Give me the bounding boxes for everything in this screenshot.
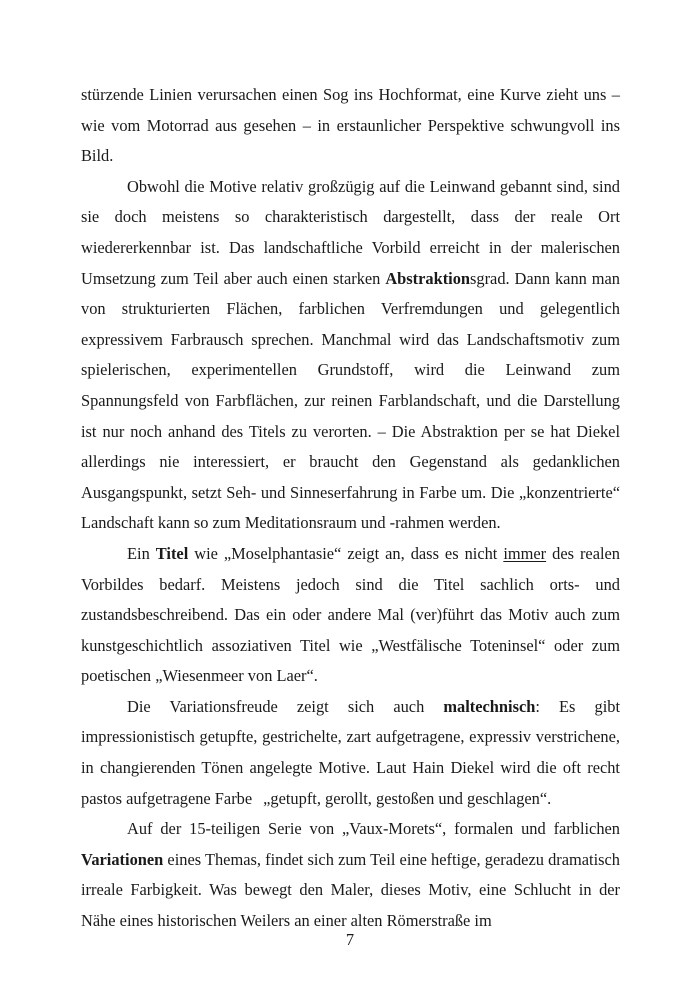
- paragraph-5: Auf der 15-teiligen Serie von „Vaux-Morets“, formalen und farblichen Variationen eines Themas, findet sich zum Teil eine heftige, geradezu dramatisch irreale Farbigkeit. Was bewegt den Maler, dieses Motiv, eine Schlucht in der Nähe eines historischen Weilers an einer alten Römerstraße im: [81, 819, 620, 931]
- body-text-column: [81, 80, 620, 937]
- emphasis-underline: immer: [503, 543, 547, 563]
- paragraph-2: Obwohl die Motive relativ großzügig auf die Leinwand gebannt sind, sind sie doch meistens so charakteristisch dargestellt, dass der reale Ort wiedererkennbar ist. Das landschaftliche Vorbild erreicht in der malerischen Umsetzung zum Teil aber auch einen starken Abstraktionsgrad. Dann kann man von strukturierten Flächen, farblichen Verfremdungen und gelegentlich expressivem Farbrausch sprechen. Manchmal wird das Landschaftsmotiv zum spielerischen, experimentellen Grundstoff, wird die Leinwand zum Spannungsfeld von Farbflächen, zur reinen Farblandschaft, und die Darstellung ist nur noch anhand des Titels zu verorten. – Die Abstraktion per se hat Diekel allerdings nie interessiert, er braucht den Gegenstand als gedanklichen Ausgangspunkt, setzt Seh- und Sinneserfahrung in Farbe um. Die „konzentrierte“ Landschaft kann so zum Meditationsraum und -rahmen werden.: [81, 176, 620, 533]
- wide-space: [252, 784, 263, 815]
- emphasis-bold: maltechnisch: [443, 696, 536, 716]
- paragraph-4: Die Variationsfreude zeigt sich auch maltechnisch: Es gibt impressionistisch getupfte, gestrichelte, zart aufgetragene, expressiv verstrichene, in changierenden Tönen angelegte Motive. Laut Hain Diekel wird die oft recht pastos aufgetragene Farbe „getupft, gerollt, gestoßen und geschlagen“.: [81, 692, 620, 814]
- emphasis-bold: Abstraktion: [385, 268, 471, 288]
- emphasis-bold: Variationen: [81, 849, 164, 869]
- paragraph-3: Ein Titel wie „Moselphantasie“ zeigt an, dass es nicht immer des realen Vorbildes bedarf. Meistens jedoch sind die Titel sachlich orts- und zustandsbeschreibend. Das ein oder andere Mal (ver)führt das Motiv auch zum kunstgeschichtlich assoziativen Titel wie „Westfälische Toteninsel“ oder zum poetischen „Wiesenmeer von Laer“.: [81, 543, 621, 686]
- page-number: 7: [345, 930, 355, 949]
- emphasis-bold: Titel: [155, 543, 189, 563]
- paragraph-1: stürzende Linien verursachen einen Sog ins Hochformat, eine Kurve zieht uns – wie vom Motorrad aus gesehen – in erstaunlicher Perspektive schwungvoll ins Bild.: [81, 85, 620, 166]
